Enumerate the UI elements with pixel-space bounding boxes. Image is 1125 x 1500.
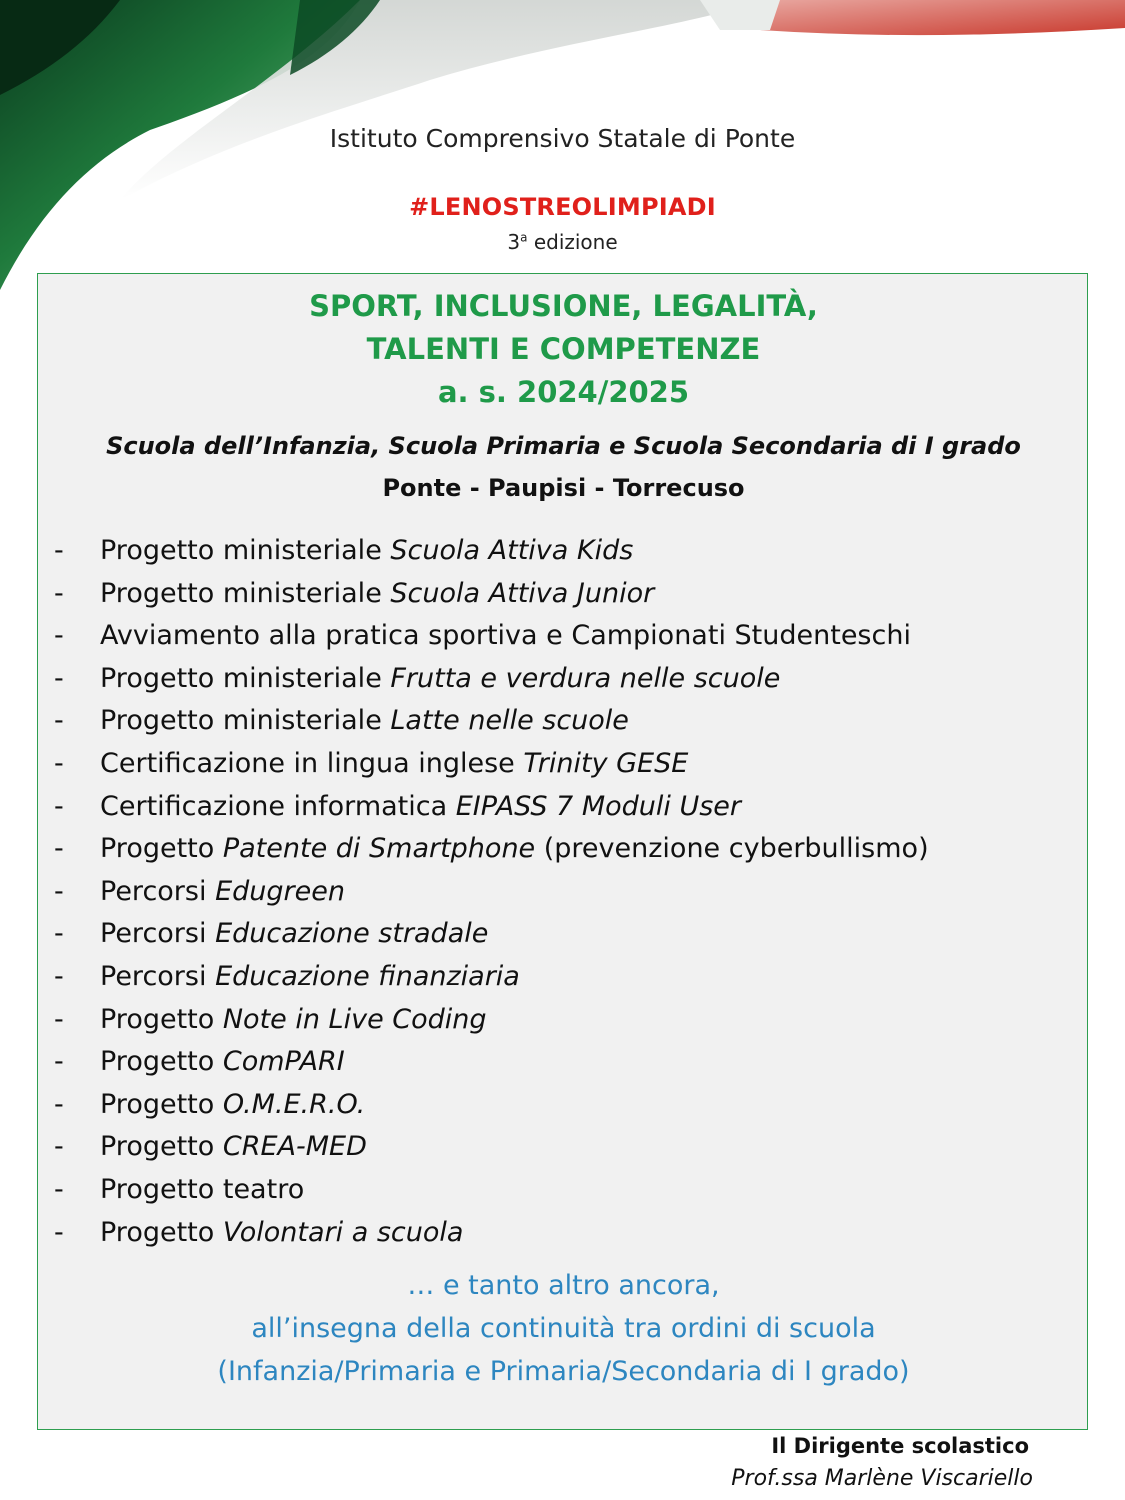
list-item-plain: Progetto [100, 1131, 223, 1163]
list-item-italic: Scuola Attiva Junior [390, 577, 655, 609]
list-item-plain: Progetto [100, 1003, 223, 1035]
bullet-dash: - [54, 1046, 64, 1078]
list-item-plain: Progetto [100, 1088, 223, 1120]
list-item-italic: ComPARI [222, 1046, 345, 1078]
list-item-plain: Progetto ministeriale [100, 535, 391, 566]
list-item-italic: Latte nelle scuole [390, 705, 629, 737]
bullet-dash: - [54, 577, 64, 609]
list-item-plain: Certificazione informatica [100, 790, 456, 822]
list-item-plain: Avviamento alla pratica sportiva e Campionati Studenteschi [100, 620, 911, 652]
list-item-text [100, 658, 780, 701]
bullet-dash: - [54, 535, 64, 566]
list-item-text [100, 1212, 463, 1255]
list-item-italic: CREA-MED [222, 1131, 367, 1163]
list-item-text [100, 1169, 304, 1212]
list-item-text [100, 1041, 345, 1084]
list-item-plain: Percorsi [100, 875, 216, 907]
list-item [38, 1084, 1089, 1127]
list-item-plain: Percorsi [100, 960, 216, 992]
list-item-plain: Progetto [100, 1216, 223, 1248]
list-item [38, 828, 1089, 871]
list-item-plain: Progetto ministeriale [100, 577, 391, 609]
list-item [38, 1212, 1089, 1255]
list-item-italic: Educazione finanziaria [215, 960, 520, 992]
bullet-dash: - [54, 662, 64, 694]
list-item-text [100, 956, 520, 999]
list-item [38, 615, 1089, 658]
list-item-italic: Volontari a scuola [222, 1216, 464, 1248]
list-item-italic: Scuola Attiva Kids [390, 535, 634, 566]
list-item-plain: Progetto ministeriale [100, 705, 391, 737]
bullet-dash: - [54, 1173, 64, 1205]
list-item [38, 871, 1089, 914]
bullet-dash: - [54, 1216, 64, 1248]
list-item [38, 913, 1089, 956]
institute-name: Istituto Comprensivo Statale di Ponte [329, 124, 796, 153]
bullet-dash: - [54, 705, 64, 737]
list-item-italic: O.M.E.R.O. [222, 1088, 366, 1120]
list-item-text [100, 1126, 367, 1169]
signature-role: Il Dirigente scolastico [771, 1434, 1029, 1458]
list-item-italic: Patente di Smartphone [222, 833, 536, 865]
list-item-text [100, 573, 654, 616]
list-item-text [100, 871, 345, 914]
list-item-plain: Progetto ministeriale [100, 662, 391, 694]
list-item-text [100, 999, 487, 1042]
list-item [38, 1041, 1089, 1084]
list-item [38, 700, 1089, 743]
list-item-plain: Progetto [100, 833, 223, 865]
bullet-dash: - [54, 1088, 64, 1120]
panel-title-line-1: SPORT, INCLUSIONE, LEGALITÀ, [309, 289, 818, 323]
list-item [38, 573, 1089, 616]
list-item-after: (prevenzione cyberbullismo) [535, 833, 929, 865]
edition-label [0, 230, 1125, 254]
places-subtitle: Ponte - Paupisi - Torrecuso [382, 474, 745, 502]
list-item-text [100, 913, 488, 956]
list-item [38, 743, 1089, 786]
edition-superscript: a [520, 230, 528, 245]
bullet-dash: - [54, 833, 64, 865]
bullet-dash: - [54, 1131, 64, 1163]
list-item-text [100, 700, 629, 743]
list-item-text [100, 1084, 365, 1127]
list-item-text [100, 828, 929, 871]
list-item [38, 999, 1089, 1042]
panel-title-line-2: TALENTI E COMPETENZE [366, 332, 761, 366]
bullet-dash: - [54, 747, 64, 779]
list-item-text [100, 743, 688, 786]
list-item [38, 956, 1089, 999]
bullet-dash: - [54, 960, 64, 992]
schools-subtitle: Scuola dell’Infanzia, Scuola Primaria e Scuola Secondaria di I grado [106, 432, 1021, 460]
bullet-dash: - [54, 620, 64, 652]
signature-name: Prof.ssa Marlène Viscariello [731, 1466, 1033, 1491]
list-item [38, 658, 1089, 701]
closing-line-2: all’insegna della continuità tra ordini di scuola [251, 1313, 876, 1344]
list-item [38, 1169, 1089, 1212]
project-list [38, 530, 1089, 1254]
bullet-dash: - [54, 1003, 64, 1035]
list-item-plain: Percorsi [100, 918, 216, 950]
list-item-italic: Trinity GESE [523, 747, 689, 779]
list-item-italic: Note in Live Coding [222, 1003, 487, 1035]
closing-line-1: … e tanto altro ancora, [407, 1270, 720, 1301]
list-item-plain: Progetto [100, 1046, 223, 1078]
list-item-italic: Edugreen [215, 875, 345, 907]
content-panel [37, 273, 1088, 1430]
edition-word: edizione [533, 230, 618, 254]
edition-number: 3 [507, 230, 521, 254]
list-item [38, 530, 1089, 573]
hashtag-title: #LENOSTREOLIMPIADI [409, 193, 716, 221]
bullet-dash: - [54, 875, 64, 907]
list-item-text [100, 615, 911, 658]
bullet-dash: - [54, 790, 64, 822]
panel-title-line-3: a. s. 2024/2025 [437, 375, 690, 409]
list-item-plain: Progetto teatro [100, 1173, 305, 1205]
list-item-italic: EIPASS 7 Moduli User [455, 790, 742, 822]
list-item-plain: Certificazione in lingua inglese [100, 747, 524, 779]
list-item-italic: Educazione stradale [215, 918, 489, 950]
list-item-italic: Frutta e verdura nelle scuole [390, 662, 781, 694]
bullet-dash: - [54, 918, 64, 950]
list-item [38, 1126, 1089, 1169]
list-item-text [100, 530, 633, 573]
list-item [38, 786, 1089, 829]
list-item-text [100, 786, 741, 829]
closing-line-3: (Infanzia/Primaria e Primaria/Secondaria di I grado) [217, 1356, 910, 1387]
